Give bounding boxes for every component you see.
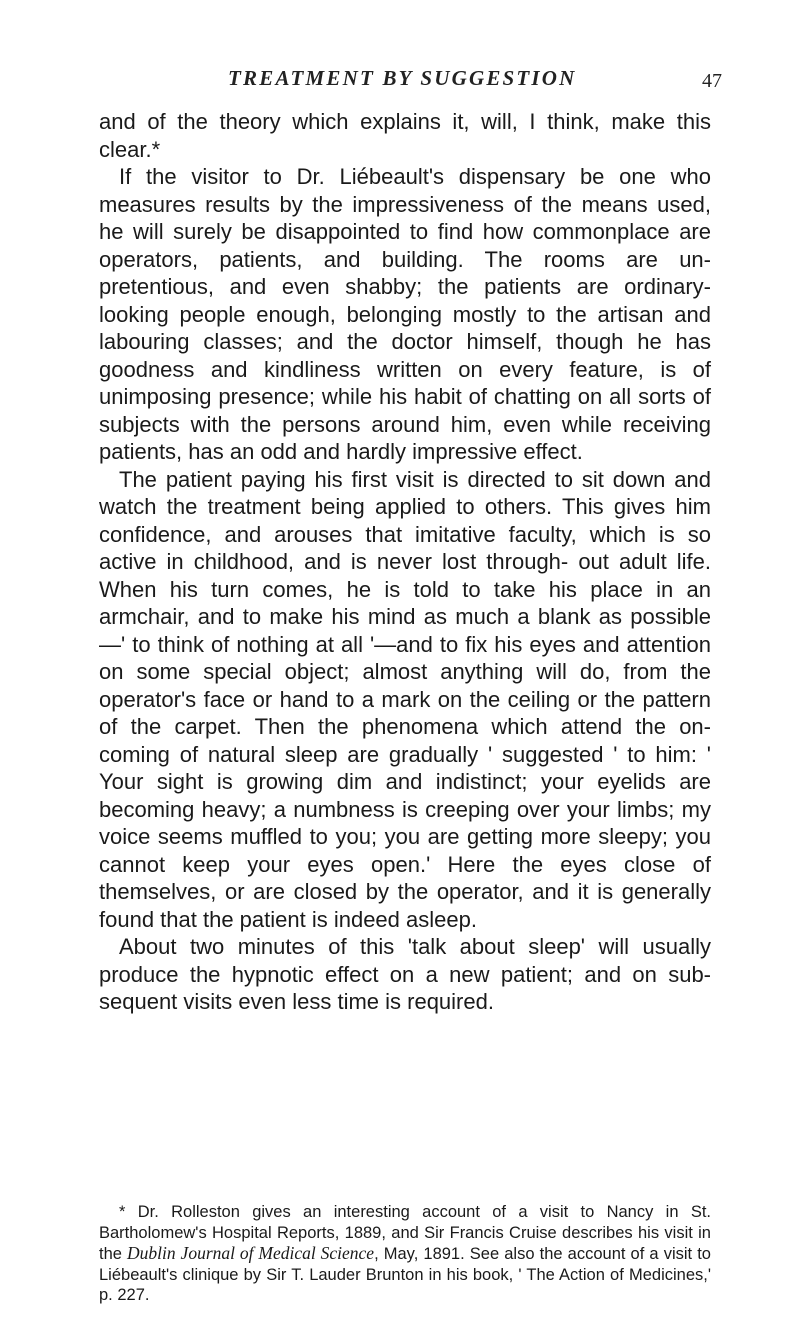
page-number: 47 — [702, 70, 722, 92]
footnote-text-start: * Dr. Rolleston gives an interesting account of a visit to Nancy in St. Bartholomew's Hospital Reports, 1889, and Sir Francis Cruise describes his visit in the — [99, 1203, 711, 1263]
body-text — [99, 108, 711, 1016]
paragraph-visitor: If the visitor to Dr. Liébeault's dispensary be one who measures results by the impressiveness of the means used, he will surely be disappointed to find how commonplace are operators, patients, and building. The rooms are un- pretentious, and even shabby; the patients are ordinary- looking people enough, belonging mostly to the artisan and labouring classes; and the doctor himself, though he has goodness and kindliness written on every feature, is of unimposing presence; while his habit of chatting on all sorts of subjects with the persons around him, even while receiving patients, has an odd and hardly impressive effect. — [99, 164, 711, 464]
footnote — [99, 1202, 711, 1306]
running-title: TREATMENT BY SUGGESTION — [228, 66, 577, 90]
footnote-text-end: , May, 1891. See also the account of a visit to Liébeault's clinique by Sir T. Lauder Brunton in his book, ' The Action of Medicines,' p. 227. — [99, 1245, 711, 1304]
paragraph-patient: The patient paying his first visit is directed to sit down and watch the treatment being applied to others. This gives him confidence, and arouses that imitative faculty, which is so active in childhood, and is never lost through- out adult life. When his turn comes, he is told to take his place in an armchair, and to make his mind as much a blank as possible—' to think of nothing at all '—and to fix his eyes and attention on some special object; almost anything will do, from the operator's face or hand to a mark on the ceiling or the pattern of the carpet. Then the phenomena which attend the on-coming of natural sleep are gradually ' suggested ' to him: ' Your sight is growing dim and indistinct; your eyelids are becoming heavy; a numbness is creeping over your limbs; my voice seems muffled to you; you are getting more sleepy; you cannot keep your eyes open.' Here the eyes close of themselves, or are closed by the operator, and it is generally found that the patient is indeed asleep. — [99, 466, 711, 932]
footnote-journal-title: Dublin Journal of Medical Science — [127, 1243, 375, 1263]
paragraph-duration: About two minutes of this 'talk about sleep' will usually produce the hypnotic effect on a new patient; and on sub- sequent visits even less time is required. — [99, 934, 711, 1014]
paragraph-continuation: and of the theory which explains it, will, I think, make this clear.* — [99, 109, 711, 162]
